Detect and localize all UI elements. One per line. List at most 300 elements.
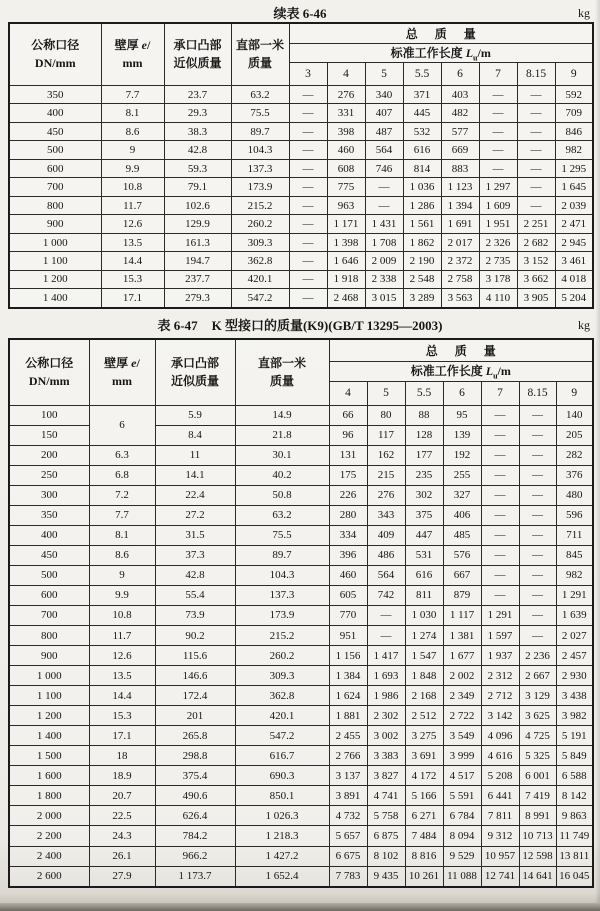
table-row: [9, 786, 593, 806]
table-cell: 13.5: [101, 233, 164, 251]
table-cell: —: [481, 585, 519, 605]
table-cell: —: [519, 525, 556, 545]
table-cell: 23.7: [164, 85, 231, 103]
table-cell: 265.8: [155, 726, 235, 746]
table-cell: —: [519, 545, 556, 565]
table-cell: 6 441: [481, 786, 519, 806]
table-cell: 298.8: [155, 746, 235, 766]
table-cell: 200: [9, 445, 89, 465]
straight-pipe-mass-column-header: [235, 339, 329, 405]
table-cell: 276: [367, 485, 405, 505]
table-cell: 883: [441, 159, 479, 177]
table-cell: 1 427.2: [235, 846, 329, 866]
table-row: [9, 445, 593, 465]
table-cell: 596: [556, 505, 593, 525]
table-cell: 1 639: [556, 605, 593, 625]
table-cell: 11 749: [556, 826, 593, 846]
table-cell: —: [367, 605, 405, 625]
table-cell: 1 800: [9, 786, 89, 806]
table-cell: 6 784: [443, 806, 481, 826]
table-cell: 1 918: [327, 270, 365, 288]
table-cell: 1 394: [441, 196, 479, 214]
table-cell: 3 152: [517, 252, 555, 270]
table-cell: 8.1: [101, 104, 164, 122]
table-cell: 2 600: [9, 866, 89, 887]
table-cell: 276: [327, 85, 365, 103]
table-cell: 532: [403, 122, 441, 140]
table-cell: 2 372: [441, 252, 479, 270]
table-row: [9, 270, 593, 288]
table-cell: 5 657: [329, 826, 367, 846]
table-cell: 17.1: [101, 289, 164, 308]
table-cell: 3 002: [367, 726, 405, 746]
table-cell: —: [367, 626, 405, 646]
standard-working-length-header: 标准工作长度 $L_u/m$: [289, 43, 593, 62]
table-cell: 2 200: [9, 826, 89, 846]
table-cell: 709: [555, 104, 593, 122]
table-row: [9, 289, 593, 308]
table-cell: 600: [9, 159, 101, 177]
table-row: [9, 565, 593, 585]
length-col-header: 7: [479, 62, 517, 85]
table-cell: 1 600: [9, 766, 89, 786]
table-cell: 334: [329, 525, 367, 545]
table-cell: 24.3: [89, 826, 155, 846]
table-cell: 1 000: [9, 666, 89, 686]
table-cell: 1 677: [443, 646, 481, 666]
table-cell: —: [481, 405, 519, 425]
table-cell: 331: [327, 104, 365, 122]
table-cell: —: [481, 545, 519, 565]
table-cell: 42.8: [155, 565, 235, 585]
table-cell: —: [289, 122, 327, 140]
table-cell: 128: [405, 425, 443, 445]
table-cell: 4 732: [329, 806, 367, 826]
table-cell: —: [519, 626, 556, 646]
table-cell: 12.6: [101, 215, 164, 233]
table-cell: 8 816: [405, 846, 443, 866]
table-cell: 13 811: [556, 846, 593, 866]
table-row: [9, 585, 593, 605]
table-cell: 215.2: [231, 196, 289, 214]
table-row: [9, 646, 593, 666]
table-cell: 89.7: [235, 545, 329, 565]
table-cell: 1 171: [327, 215, 365, 233]
table-cell: 140: [556, 405, 593, 425]
table-cell: 486: [367, 545, 405, 565]
table-cell: —: [479, 85, 517, 103]
table-cell: 18.9: [89, 766, 155, 786]
table-row: [9, 85, 593, 103]
table-cell: 2 682: [517, 233, 555, 251]
table-cell: 8 102: [367, 846, 405, 866]
table-cell: 282: [556, 445, 593, 465]
table-cell: 1 645: [555, 178, 593, 196]
table-cell: 742: [367, 585, 405, 605]
table-cell: —: [519, 405, 556, 425]
table-cell: 117: [367, 425, 405, 445]
table-cell: 9: [101, 141, 164, 159]
table-cell: 5 208: [481, 766, 519, 786]
standard-working-length-header: 标准工作长度 $L_u/m$: [329, 361, 593, 381]
table-cell: 139: [443, 425, 481, 445]
table-cell: 700: [9, 605, 89, 625]
table-cell: 280: [329, 505, 367, 525]
table-cell: 3 289: [403, 289, 441, 308]
table-row: [9, 525, 593, 545]
table-cell: 14 641: [519, 866, 556, 887]
straight-pipe-mass-column-header: [231, 23, 289, 85]
table-cell: 2 735: [479, 252, 517, 270]
table-cell: —: [289, 85, 327, 103]
table-cell: 27.2: [155, 505, 235, 525]
table-cell: 5 591: [443, 786, 481, 806]
table-cell: 302: [405, 485, 443, 505]
table-cell: 480: [556, 485, 593, 505]
wall-thickness-column-header: [89, 339, 155, 405]
table-cell: 2 945: [555, 233, 593, 251]
table-row: [9, 178, 593, 196]
table-cell: 2 302: [367, 706, 405, 726]
table-cell: 1 937: [481, 646, 519, 666]
table-cell: 55.4: [155, 585, 235, 605]
table-cell: 6 271: [405, 806, 443, 826]
table-cell: 1 200: [9, 706, 89, 726]
table-cell: 447: [405, 525, 443, 545]
table-row: [9, 826, 593, 846]
length-col-header: 6: [443, 381, 481, 405]
table-cell: 63.2: [231, 85, 289, 103]
table-cell: 350: [9, 505, 89, 525]
table-cell: 27.9: [89, 866, 155, 887]
table-cell: 2 017: [441, 233, 479, 251]
table2-number: 表 6-47: [157, 318, 198, 333]
table-cell: —: [519, 465, 556, 485]
table-cell: 73.9: [155, 605, 235, 625]
table-cell: 38.3: [164, 122, 231, 140]
length-col-header: 5.5: [405, 381, 443, 405]
length-col-header: 9: [556, 381, 593, 405]
table-cell: 690.3: [235, 766, 329, 786]
table-cell: 5 191: [556, 726, 593, 746]
table-row: [9, 746, 593, 766]
table-cell: —: [519, 585, 556, 605]
table-cell: 1 624: [329, 686, 367, 706]
table-cell: 1 646: [327, 252, 365, 270]
table-cell: 420.1: [235, 706, 329, 726]
table-cell: —: [517, 122, 555, 140]
table-cell: 12 741: [481, 866, 519, 887]
table-cell: 260.2: [235, 646, 329, 666]
table-cell: 8 142: [556, 786, 593, 806]
table-cell: 14.1: [155, 465, 235, 485]
table-cell: 711: [556, 525, 593, 545]
table-cell: 115.6: [155, 646, 235, 666]
table-cell: 4 616: [481, 746, 519, 766]
pipe-weight-table-6-47: [8, 338, 594, 888]
table-cell: 7 419: [519, 786, 556, 806]
table-cell: 7.7: [89, 505, 155, 525]
table-cell: 500: [9, 141, 101, 159]
table-cell: 9 435: [367, 866, 405, 887]
table-cell: 5 166: [405, 786, 443, 806]
table-cell: 7.2: [89, 485, 155, 505]
table-cell: 7 484: [405, 826, 443, 846]
table-cell: 29.3: [164, 104, 231, 122]
table-cell: 963: [327, 196, 365, 214]
table-cell: 4 110: [479, 289, 517, 308]
table-cell: 8.1: [89, 525, 155, 545]
table-cell: 2 548: [403, 270, 441, 288]
table-cell: 3 563: [441, 289, 479, 308]
table-cell: 616: [405, 565, 443, 585]
table-cell: 3 999: [443, 746, 481, 766]
table-cell: 982: [555, 141, 593, 159]
table-row: [9, 252, 593, 270]
table-cell: 608: [327, 159, 365, 177]
table-cell: 1 123: [441, 178, 479, 196]
table-cell: 966.2: [155, 846, 235, 866]
dn-column-header: [9, 23, 101, 85]
table-cell: 2 000: [9, 806, 89, 826]
length-col-header: 4: [329, 381, 367, 405]
table-cell: 201: [155, 706, 235, 726]
table-cell: —: [519, 425, 556, 445]
table-cell: 2 168: [405, 686, 443, 706]
table-cell: 1 500: [9, 746, 89, 766]
table-row: [9, 626, 593, 646]
table-cell: 3 982: [556, 706, 593, 726]
length-col-header: 5: [365, 62, 403, 85]
table-cell: 2 930: [556, 666, 593, 686]
table-cell: 605: [329, 585, 367, 605]
table-cell: 226: [329, 485, 367, 505]
table-cell: 1 398: [327, 233, 365, 251]
table-cell: 398: [327, 122, 365, 140]
straight-header-line1: 直部一米: [257, 355, 306, 370]
table-cell: 3 827: [367, 766, 405, 786]
table-cell: 172.4: [155, 686, 235, 706]
table-row: [9, 766, 593, 786]
table-cell: 982: [556, 565, 593, 585]
table-cell: 37.3: [155, 545, 235, 565]
table-cell: 7.7: [101, 85, 164, 103]
table-cell: 6.3: [89, 445, 155, 465]
table-cell: 576: [443, 545, 481, 565]
table-cell: 79.1: [164, 178, 231, 196]
table-cell: 75.5: [231, 104, 289, 122]
table-row: [9, 545, 593, 565]
table-cell: 90.2: [155, 626, 235, 646]
table-cell: 1 297: [479, 178, 517, 196]
dn-column-header: [9, 339, 89, 405]
table-cell: 770: [329, 605, 367, 625]
table-cell: 375: [405, 505, 443, 525]
table-cell: 13.5: [89, 666, 155, 686]
table-cell: 396: [329, 545, 367, 565]
table-row: [9, 666, 593, 686]
table-cell: 11.7: [101, 196, 164, 214]
table-cell: 2 027: [556, 626, 593, 646]
table-cell: 2 251: [517, 215, 555, 233]
table-cell: 482: [441, 104, 479, 122]
table-cell: 669: [441, 141, 479, 159]
table-cell: 445: [403, 104, 441, 122]
table-cell: 4 725: [519, 726, 556, 746]
table-cell: —: [481, 485, 519, 505]
table-cell: —: [365, 196, 403, 214]
table1-body: [9, 85, 593, 308]
total-mass-group-header: 总 质 量: [289, 23, 593, 43]
table-cell: 1 951: [479, 215, 517, 233]
table-cell: 5 325: [519, 746, 556, 766]
table-cell: 1 547: [405, 646, 443, 666]
dn-header-line1: 公称口径: [31, 37, 80, 52]
table-cell: 400: [9, 525, 89, 545]
table-cell: 1 291: [481, 605, 519, 625]
table-cell: 409: [367, 525, 405, 545]
table-row: [9, 706, 593, 726]
table2-caption-row: [8, 317, 592, 334]
table-cell: —: [481, 425, 519, 445]
table-cell: 1 708: [365, 233, 403, 251]
table-cell: 616.7: [235, 746, 329, 766]
table-cell: 18: [89, 746, 155, 766]
table-cell: 6 675: [329, 846, 367, 866]
table-cell: 1 652.4: [235, 866, 329, 887]
table-row: [9, 846, 593, 866]
table-cell: 450: [9, 122, 101, 140]
table-cell: 5 758: [367, 806, 405, 826]
table-row: [9, 196, 593, 214]
table-cell: 2 512: [405, 706, 443, 726]
table-cell: 2 400: [9, 846, 89, 866]
table-cell: 1 691: [441, 215, 479, 233]
table-row: [9, 485, 593, 505]
table-cell: 129.9: [164, 215, 231, 233]
table-cell: 279.3: [164, 289, 231, 308]
table-cell: 104.3: [235, 565, 329, 585]
table-cell: 6 001: [519, 766, 556, 786]
table-cell: 626.4: [155, 806, 235, 826]
table-cell: —: [519, 605, 556, 625]
table-cell: 2 471: [555, 215, 593, 233]
table-cell: 2 326: [479, 233, 517, 251]
table-cell: 137.3: [231, 159, 289, 177]
table-cell: 4 172: [405, 766, 443, 786]
table-cell: 487: [365, 122, 403, 140]
table-cell: —: [519, 505, 556, 525]
table-cell: —: [289, 196, 327, 214]
table-cell: 616: [403, 141, 441, 159]
table-cell: 1 286: [403, 196, 441, 214]
table-cell: —: [479, 122, 517, 140]
table-row: [9, 141, 593, 159]
table-cell: 12 598: [519, 846, 556, 866]
table-cell: 2 312: [481, 666, 519, 686]
table-cell: 3 015: [365, 289, 403, 308]
table-cell: 3 461: [555, 252, 593, 270]
table-cell: 17.1: [89, 726, 155, 746]
table-cell: 1 881: [329, 706, 367, 726]
table-cell: 900: [9, 215, 101, 233]
table-cell: 137.3: [235, 585, 329, 605]
table-cell: 2 009: [365, 252, 403, 270]
table-cell: 1 862: [403, 233, 441, 251]
table-cell: 20.7: [89, 786, 155, 806]
table-cell: —: [517, 196, 555, 214]
table-cell: 8.6: [89, 545, 155, 565]
table-cell: 21.8: [235, 425, 329, 445]
table2-caption: [158, 318, 443, 333]
table-cell: 362.8: [231, 252, 289, 270]
table-cell: 1 431: [365, 215, 403, 233]
table-cell: —: [289, 141, 327, 159]
table-cell: 1 274: [405, 626, 443, 646]
table-cell: 63.2: [235, 505, 329, 525]
table-cell: 951: [329, 626, 367, 646]
table-cell: 564: [365, 141, 403, 159]
table-cell: 1 200: [9, 270, 101, 288]
socket-header-line2: 近似质量: [173, 56, 222, 71]
table-cell: 7 783: [329, 866, 367, 887]
table-cell: 9.9: [101, 159, 164, 177]
table-cell: 100: [9, 405, 89, 425]
straight-header-line2: 质量: [247, 56, 272, 71]
table-cell: —: [481, 565, 519, 585]
table1-continued-caption: 续表 6-46: [273, 6, 327, 21]
table-cell: 811: [405, 585, 443, 605]
table-cell: 2 455: [329, 726, 367, 746]
table-cell: —: [481, 505, 519, 525]
pipe-weight-table-6-46: [8, 22, 594, 309]
table-cell: 1 561: [403, 215, 441, 233]
table-cell: 95: [443, 405, 481, 425]
table-cell: 14.4: [89, 686, 155, 706]
table-cell: —: [517, 141, 555, 159]
table-cell: —: [481, 445, 519, 465]
length-col-header: 8.15: [517, 62, 555, 85]
socket-header-line1: 承口凸部: [170, 355, 219, 370]
table-cell: 2 712: [481, 686, 519, 706]
table1-kg-unit-label: kg: [578, 6, 590, 20]
table-cell: 485: [443, 525, 481, 545]
table-cell: 173.9: [235, 605, 329, 625]
table-cell: —: [289, 215, 327, 233]
table-cell: 42.8: [164, 141, 231, 159]
table-cell: 1 609: [479, 196, 517, 214]
table-cell: 700: [9, 178, 101, 196]
table-cell: —: [365, 178, 403, 196]
table-cell: 4 517: [443, 766, 481, 786]
table-cell: 260.2: [231, 215, 289, 233]
table-cell: 22.5: [89, 806, 155, 826]
table-cell: 1 173.7: [155, 866, 235, 887]
table-cell: 10 261: [405, 866, 443, 887]
table-cell: 5.9: [155, 405, 235, 425]
table-cell: —: [481, 525, 519, 545]
table-cell: 6.8: [89, 465, 155, 485]
socket-mass-column-header: [164, 23, 231, 85]
table-cell: 4 096: [481, 726, 519, 746]
table-cell: 1 417: [367, 646, 405, 666]
table-cell: 1 026.3: [235, 806, 329, 826]
table-cell: 4 018: [555, 270, 593, 288]
table-cell: 8.6: [101, 122, 164, 140]
table-cell: 192: [443, 445, 481, 465]
table-cell: 3 383: [367, 746, 405, 766]
length-col-header: 3: [289, 62, 327, 85]
